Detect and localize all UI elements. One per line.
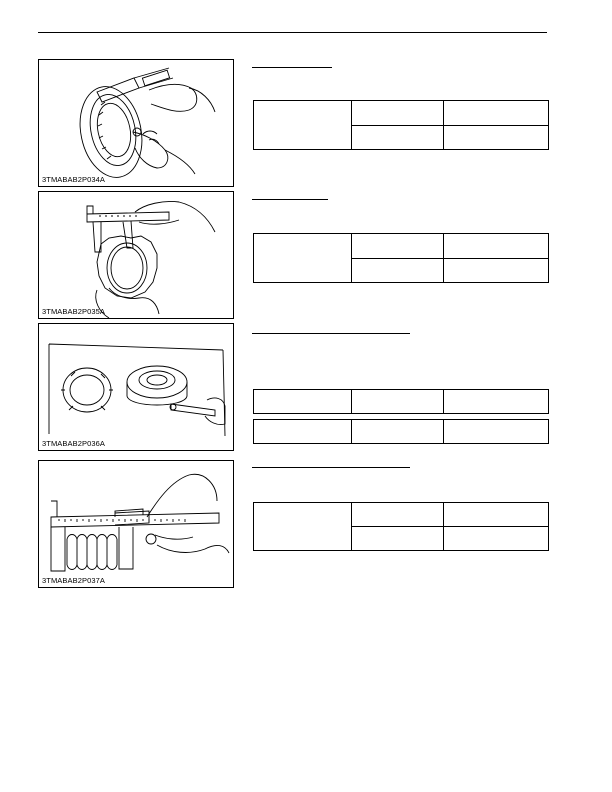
header-rule bbox=[38, 32, 547, 33]
spec-label-cell bbox=[352, 527, 444, 551]
figure-steel-plate-measurement bbox=[38, 191, 234, 319]
spec-table-separator-row-2 bbox=[253, 419, 549, 444]
spec-table-steel-plate bbox=[253, 233, 549, 283]
spec-table-separator-row-1 bbox=[253, 389, 549, 414]
micrometer-disc-illustration bbox=[39, 60, 235, 188]
spec-label-cell bbox=[352, 101, 444, 126]
spec-value-cell bbox=[444, 234, 549, 259]
spec-value-cell bbox=[444, 527, 549, 551]
spec-value-cell bbox=[444, 101, 549, 126]
caliper-plate-illustration bbox=[39, 192, 235, 320]
caliper-spring-illustration bbox=[39, 461, 235, 589]
spec-table-friction-disc bbox=[253, 100, 549, 150]
spec-item-cell bbox=[254, 390, 352, 414]
spec-label-cell bbox=[352, 126, 444, 150]
spec-item-cell bbox=[254, 420, 352, 444]
figure-separator-plate-measurement bbox=[38, 323, 234, 451]
spec-label-cell bbox=[352, 503, 444, 527]
spec-value-cell bbox=[444, 126, 549, 150]
figure-caption: 3TMABAB2P034A bbox=[42, 175, 105, 184]
spec-value-cell bbox=[444, 420, 549, 444]
spec-value-cell bbox=[444, 390, 549, 414]
spec-item-cell bbox=[254, 503, 352, 551]
spec-item-cell bbox=[254, 101, 352, 150]
spec-label-cell bbox=[352, 420, 444, 444]
section-heading-rule bbox=[252, 67, 332, 68]
section-heading-rule bbox=[252, 333, 410, 334]
spec-value-cell bbox=[444, 259, 549, 283]
figure-friction-disc-measurement bbox=[38, 59, 234, 187]
figure-caption: 3TMABAB2P036A bbox=[42, 439, 105, 448]
spec-label-cell bbox=[352, 234, 444, 259]
figure-caption: 3TMABAB2P037A bbox=[42, 576, 105, 585]
spec-label-cell bbox=[352, 259, 444, 283]
section-heading-rule bbox=[252, 199, 328, 200]
section-heading-rule bbox=[252, 467, 410, 468]
spec-table-spring bbox=[253, 502, 549, 551]
figure-caption: 3TMABAB2P035A bbox=[42, 307, 105, 316]
feeler-gauge-illustration bbox=[39, 324, 235, 452]
figure-spring-measurement bbox=[38, 460, 234, 588]
spec-label-cell bbox=[352, 390, 444, 414]
spec-value-cell bbox=[444, 503, 549, 527]
spec-item-cell bbox=[254, 234, 352, 283]
